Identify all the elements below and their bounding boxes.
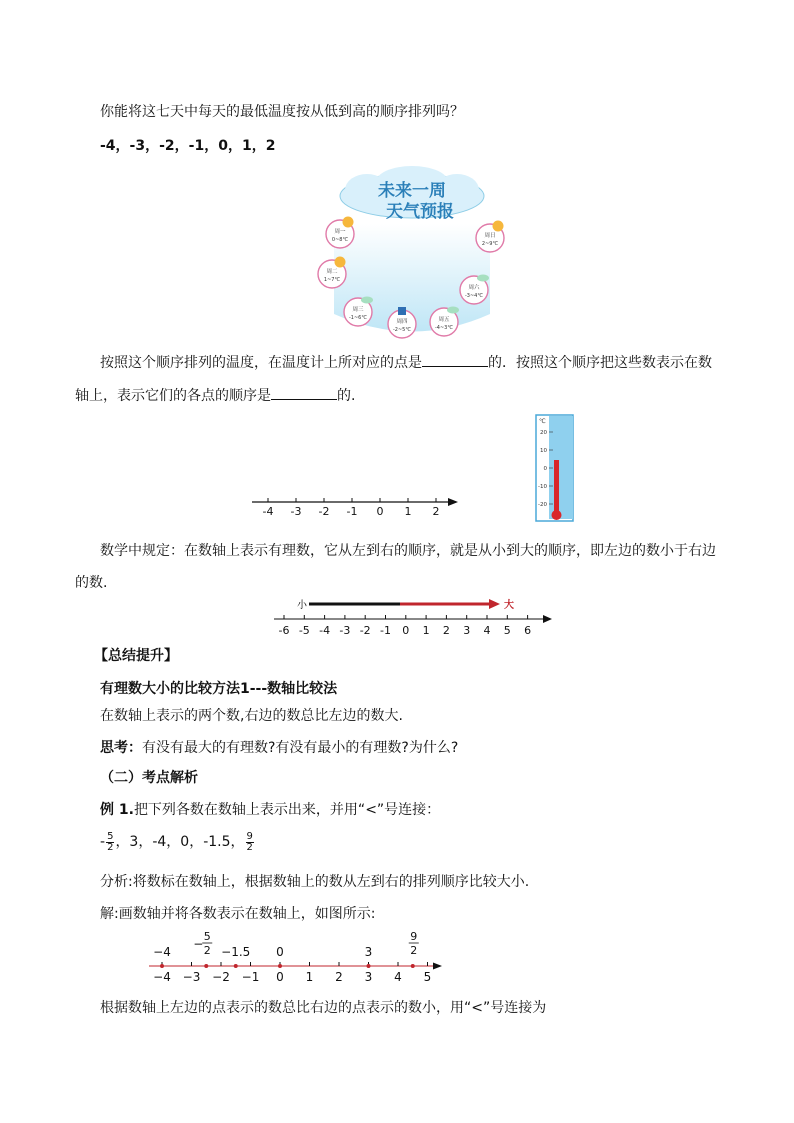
- sun-icon: [343, 217, 354, 228]
- forecast-day: [430, 307, 459, 337]
- svg-text:5: 5: [203, 930, 211, 943]
- forecast-day-temp: -3~4℃: [465, 293, 483, 299]
- axis3-tick-label: −2: [212, 970, 230, 984]
- svg-text:2: 2: [203, 944, 211, 957]
- axis2-tick-label: 3: [463, 624, 471, 637]
- axis2-tick-label: -6: [278, 624, 290, 637]
- para-text-b: 的．按照这个顺序把这些数表示在数: [488, 355, 712, 371]
- sun-icon: [493, 221, 504, 232]
- axis3-tick-label: −1: [241, 970, 260, 984]
- axis1-tick-label: 2: [432, 505, 440, 518]
- example-text: 把下列各数在数轴上表示出来，并用“<”号连接：: [133, 802, 441, 818]
- fraction-2: $\frac{9}{2}$: [246, 830, 253, 853]
- sun-icon: [335, 257, 346, 268]
- thermometer-tick-label: 10: [540, 448, 547, 454]
- axis3-point: [234, 964, 238, 968]
- forecast-title-line2: 天气预报: [386, 202, 454, 222]
- thermometer-mercury: [554, 460, 559, 512]
- axis2-tick-label: -4: [319, 624, 331, 637]
- forecast-day-temp: -4~3℃: [435, 325, 453, 331]
- paragraph-thermometer-cont: [75, 385, 355, 406]
- label-small: 小: [297, 600, 307, 611]
- cloud-icon: [361, 297, 373, 304]
- numbers-list: [100, 830, 255, 854]
- axis2-tick-label: 2: [442, 624, 450, 637]
- axis1-tick-label: -3: [290, 505, 302, 518]
- method-title: 有理数大小的比较方法1---数轴比较法: [100, 681, 338, 697]
- cloud-icon: [477, 275, 489, 282]
- axis3-fraction-label: [193, 930, 212, 957]
- number-line-1: [248, 492, 463, 522]
- axis3-point-label: −1.5: [221, 945, 251, 959]
- forecast-day: [326, 217, 354, 249]
- axis3-tick-label: 4: [394, 970, 402, 984]
- label-big: 大: [504, 600, 514, 611]
- forecast-day-temp: 0~8℃: [331, 237, 349, 243]
- axis3-tick-label: 1: [305, 970, 314, 984]
- forecast-day-temp: 1~7℃: [323, 277, 341, 283]
- thermometer-tick-label: 20: [540, 430, 547, 436]
- axis2-tick-label: 1: [422, 624, 430, 637]
- solution-text: 解:画数轴并将各数表示在数轴上，如图所示:: [100, 906, 376, 922]
- method-text: 在数轴上表示的两个数,右边的数总比左边的数大.: [100, 708, 403, 724]
- para-text-c: 轴上，表示它们的各点的顺序是: [75, 388, 271, 404]
- axis2-tick-label: 0: [402, 624, 410, 637]
- forecast-day-temp: 2~9℃: [481, 241, 499, 247]
- forecast-day-name: 周二: [326, 269, 338, 275]
- axis3-point-label: 0: [276, 945, 284, 959]
- answer-blank-2[interactable]: [271, 385, 337, 400]
- svg-text:9: 9: [410, 930, 418, 943]
- question-text: 你能将这七天中每天的最低温度按从低到高的顺序排列吗？: [100, 104, 464, 120]
- paragraph-thermometer: [100, 352, 712, 373]
- section-heading: （二）考点解析: [100, 770, 198, 786]
- axis3-point-label: 3: [364, 945, 373, 959]
- axis1-tick-label: 1: [404, 505, 412, 518]
- forecast-day-name: 周日: [484, 233, 496, 239]
- axis1-tick-label: -2: [318, 505, 330, 518]
- rule-text-cont: 的数.: [75, 575, 108, 591]
- axis2-tick-label: 4: [483, 624, 491, 637]
- axis3-point: [367, 964, 371, 968]
- forecast-day: [460, 275, 489, 305]
- forecast-day-name: 周五: [438, 317, 450, 323]
- forecast-day: [318, 257, 346, 289]
- axis3-point: [160, 964, 164, 968]
- cloud-icon: [447, 307, 459, 314]
- fraction-1: $\frac{5}{2}$: [107, 830, 114, 853]
- thermometer-tick-label: 0: [543, 466, 547, 472]
- rain-icon: [398, 307, 406, 315]
- axis1-tick-label: -4: [262, 505, 274, 518]
- axis3-point: [278, 964, 282, 968]
- thermometer-tick-label: -20: [538, 502, 547, 508]
- think-label: 思考：: [100, 740, 142, 756]
- rule-text: 数学中规定：在数轴上表示有理数，它从左到右的顺序，就是从小到大的顺序，即左边的数小于右边: [100, 543, 716, 559]
- thermometer-unit: ℃: [539, 418, 546, 425]
- forecast-title-line1: 未来一周: [378, 181, 446, 201]
- axis2-tick-label: -2: [359, 624, 371, 637]
- para-text-a: 按照这个顺序排列的温度，在温度计上所对应的点是: [100, 355, 422, 371]
- analysis-text: 分析:将数标在数轴上，根据数轴上的数从左到右的排列顺序比较大小.: [100, 874, 530, 890]
- forecast-day-temp: -1~6℃: [349, 315, 367, 321]
- thermometer-tick-label: -10: [538, 484, 547, 490]
- axis2-tick-label: -3: [339, 624, 351, 637]
- axis3-tick-label: −3: [182, 970, 201, 984]
- axis3-tick-label: −4: [153, 970, 171, 984]
- question-answer: -4，-3，-2，-1，0，1，2: [100, 138, 276, 154]
- axis2-tick-label: 5: [503, 624, 511, 637]
- svg-text:2: 2: [410, 944, 418, 957]
- summary-heading: 【总结提升】: [94, 648, 178, 664]
- axis3-point: [204, 964, 208, 968]
- axis3-point-label: −4: [153, 945, 171, 959]
- para-text-d: 的.: [337, 388, 356, 404]
- axis3-tick-label: 5: [423, 970, 432, 984]
- think-text: 有没有最大的有理数?有没有最小的有理数?为什么?: [142, 740, 459, 756]
- thermometer-figure: [535, 414, 575, 526]
- forecast-day-name: 周六: [468, 285, 480, 291]
- axis3-tick-label: 0: [276, 970, 284, 984]
- forecast-day-name: 周四: [396, 319, 408, 325]
- axis3-tick-label: 3: [364, 970, 373, 984]
- example-label: 例 1.: [100, 802, 134, 818]
- forecast-day-temp: -2~5℃: [393, 327, 411, 333]
- weather-forecast-figure: [312, 164, 512, 344]
- conclusion-text: 根据数轴上左边的点表示的数总比右边的点表示的数小，用“<”号连接为: [100, 1000, 547, 1016]
- forecast-day: [344, 297, 373, 327]
- numbers-middle: ，3，-4，0，-1.5，: [115, 834, 245, 850]
- axis1-tick-label: -1: [346, 505, 358, 518]
- example-1: [100, 800, 440, 820]
- number-line-2: [270, 594, 555, 640]
- forecast-day-name: 周三: [352, 307, 364, 313]
- fraction-1-sign: -: [100, 834, 106, 850]
- number-line-3: [146, 928, 444, 988]
- think-question: [100, 738, 458, 758]
- axis3-point: [411, 964, 415, 968]
- forecast-day-name: 周一: [334, 229, 346, 235]
- svg-text:−: −: [193, 937, 204, 951]
- axis3-fraction-label: [409, 930, 419, 957]
- axis3-tick-label: 2: [335, 970, 343, 984]
- axis2-tick-label: -5: [298, 624, 310, 637]
- answer-blank-1[interactable]: [422, 352, 488, 367]
- axis2-tick-label: 6: [524, 624, 532, 637]
- axis2-tick-label: -1: [380, 624, 391, 637]
- axis1-tick-label: 0: [376, 505, 384, 518]
